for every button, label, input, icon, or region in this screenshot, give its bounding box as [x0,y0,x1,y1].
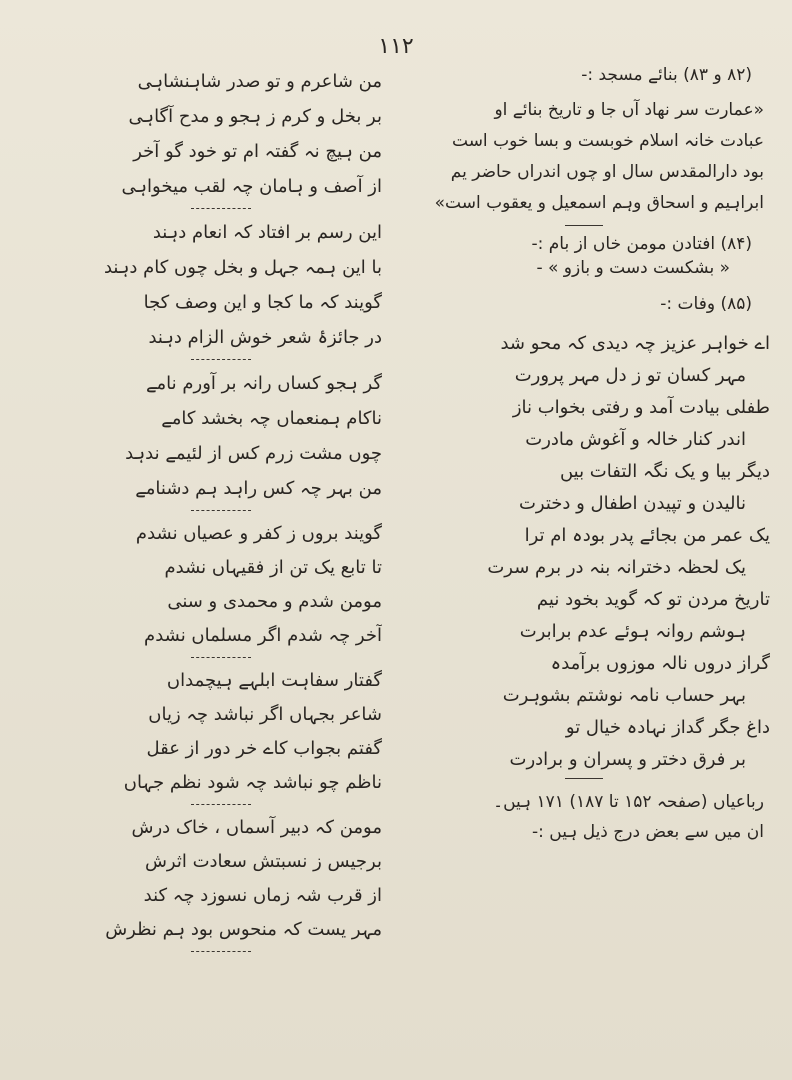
rubai-verse: مہر یست کہ منحوس بود ہم نظرش [105,919,382,940]
rubai-stanza [60,517,382,653]
rubai-verse: این رسم بر افتاد کہ انعام دہند [152,222,382,243]
rubai-verse: از آصف و ہامان چہ لقب میخواہی [121,176,382,197]
elegy-verse: یک لحظہ دخترانہ بنہ در برم سرت [487,557,746,578]
rubai-verse: شاعر بجہاں اگر نباشد چہ زیاں [148,704,382,725]
rubai-verse: من ہیچ نہ گفتہ ام تو خود گو آخر [133,141,382,162]
rubai-verse: من شاعرم و تو صدر شاہنشاہی [137,71,382,92]
quote-line: بود دارالمقدس سال او چوں اندراں حاضر یم [450,162,764,182]
stanza-divider [191,359,251,360]
elegy-verse: ہوشم روانہ ہوئے عدم برابرت [519,621,746,642]
rubai-verse: من بہر چہ کس راہد ہم دشنامے [135,478,382,499]
section-heading-fall: (۸۴) افتادن مومن خاں از بام :- [531,234,752,254]
rubaiyat-note: رباعیاں (صفحہ ۱۵۲ تا ۱۸۷) ۱۷۱ ہیں۔ [493,792,764,812]
elegy-verse: اندر کنار خالہ و آغوش مادرت [525,429,746,450]
rubai-verse: چوں مشت زرم کس از لئیمے ندہد [125,443,382,464]
rubai-verse: بر بخل و کرم ز ہجو و مدح آگاہی [128,106,382,127]
elegy-verse: طفلی بیادت آمد و رفتی بخواب ناز [512,397,770,418]
section-heading-death: (۸۵) وفات :- [660,294,752,314]
elegy-verse: بہر حساب نامہ نوشتم بشوہرت [502,685,746,706]
section-heading-mosque: (۸۲ و ۸۳) بنائے مسجد :- [581,65,752,85]
rubai-verse: در جائزۂ شعر خوش الزام دہند [148,327,382,348]
rubaiyat-note: ان میں سے بعض درج ذیل ہیں :- [532,822,764,842]
section-divider [565,225,603,226]
rubai-verse: برجیس ز نسبتش سعادت اثرش [144,851,382,872]
stanza-divider [191,510,251,511]
rubai-verse: گویند کہ ما کجا و این وصف کجا [143,292,382,313]
rubai-verse: ناظم چو نباشد چہ شود نظم جہاں [123,772,382,793]
rubai-stanza [60,366,382,506]
elegy-verse: نالیدن و تپیدن اطفال و دخترت [518,493,746,514]
rubai-verse: گر ہجو کساں رانہ بر آورم نامے [145,373,382,394]
quote-line: ابراہیم و اسحاق وہم اسمعیل و یعقوب است» [434,193,764,213]
right-column [398,64,770,847]
quote-line: عبادت خانہ اسلام خوبست و بسا خوب است [452,131,764,151]
rubai-verse: ناکام ہمنعماں چہ بخشد کامے [161,408,382,429]
rubai-verse: از قرب شہ زماں نسوزد چہ کند [143,885,382,906]
rubai-verse: آخر چہ شدم اگر مسلماں نشدم [144,625,382,646]
rubai-stanza [60,664,382,800]
page-number: ۱۱۲ [378,34,414,59]
rubai-stanza [60,215,382,355]
stanza-divider [191,951,251,952]
rubai-verse: تا تابع یک تن از فقیہاں نشدم [164,557,382,578]
rubai-verse: مومن شدم و محمدی و سنی [167,591,382,612]
stanza-divider [191,804,251,805]
section-divider [565,778,603,779]
quote-line: «عمارت سر نهاد آں جا و تاریخ بنائے او [494,100,764,120]
stanza-divider [191,657,251,658]
rubai-verse: با این ہمہ جہل و بخل چوں کام دہند [103,257,382,278]
rubai-verse: مومن کہ دبیر آسماں ، خاک درش [131,817,382,838]
elegy-verse: اے خواہر عزیز چہ دیدی کہ محو شد [500,333,770,354]
elegy-verse: تاریخ مردن تو کہ گوید بخود نیم [536,589,770,610]
rubai-stanza [60,811,382,947]
elegy-verse: بر فرق دختر و پسران و برادرت [509,749,746,770]
elegy-verse: گراز دروں نالہ موزوں برآمدہ [550,653,770,674]
left-column [60,64,382,958]
elegy-verse: دیگر بیا و یک نگہ التفات بیں [559,461,770,482]
elegy-verse: مہر کسان تو ز دل مہر پرورت [514,365,746,386]
rubai-stanza [60,64,382,204]
elegy-verse: داغ جگر گداز نہادہ خیال تو [565,717,770,738]
rubai-verse: گفتار سفاہت ابلہے ہیچمداں [166,670,382,691]
rubai-verse: گفتم بجواب کاے خر دور از عقل [146,738,382,759]
stanza-divider [191,208,251,209]
elegy-verse: یک عمر من بجائے پدر بودہ ام ترا [524,525,770,546]
rubai-verse: گویند بروں ز کفر و عصیاں نشدم [135,523,382,544]
section-subheading-fall: « بشکست دست و بازو » - [536,258,730,278]
